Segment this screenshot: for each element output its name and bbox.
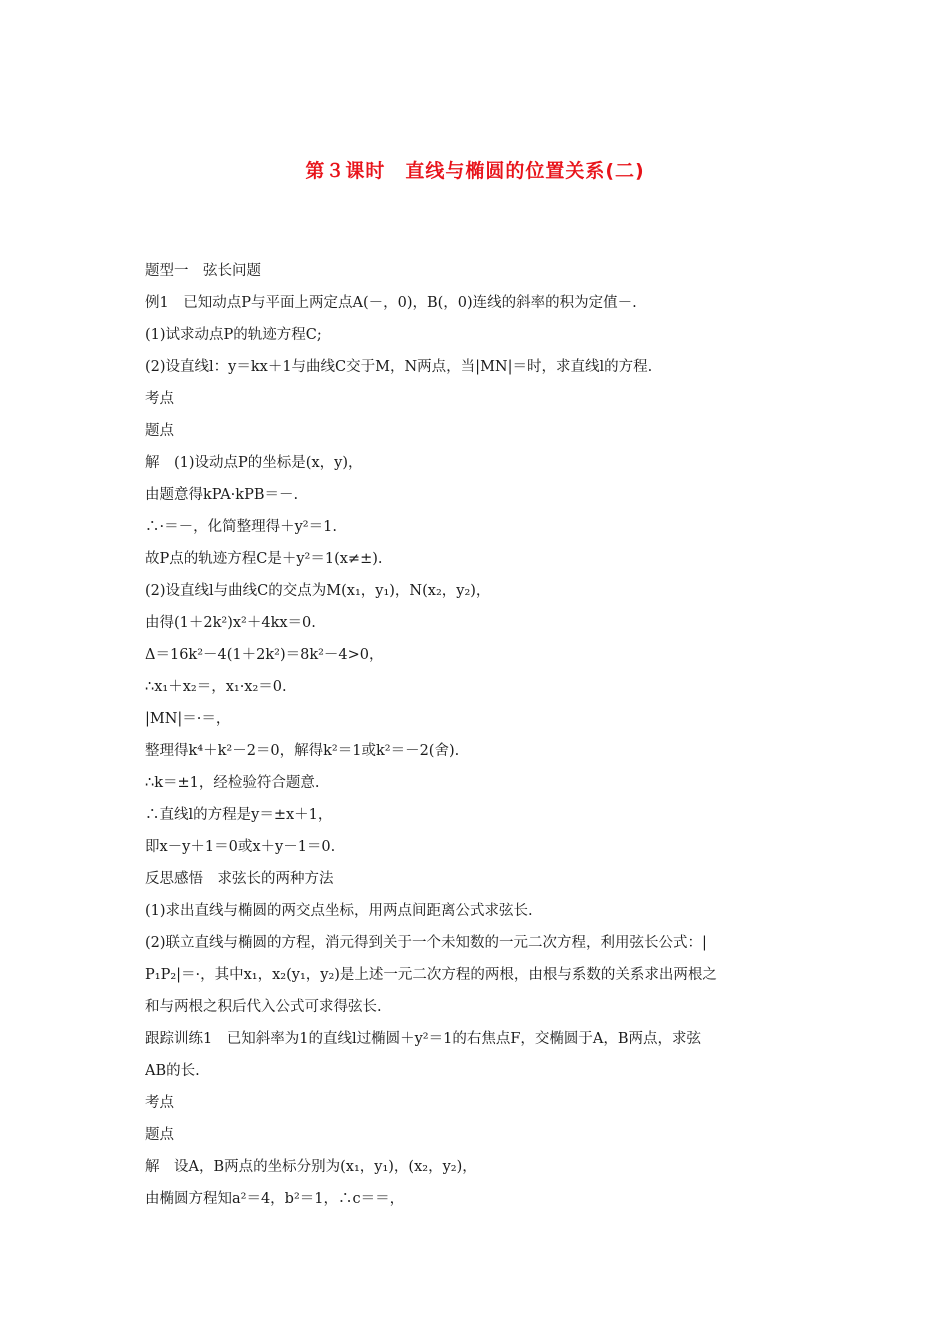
solution-line: Δ＝16k²－4(1＋2k²)＝8k²－4>0， [145, 647, 384, 663]
tidian-label: 题点 [145, 423, 174, 439]
practice-1-statement: AB的长. [145, 1063, 200, 1079]
section-heading: 题型一 弦长问题 [145, 263, 261, 279]
reflection-line: P₁P₂|＝·，其中x₁，x₂(y₁，y₂)是上述一元二次方程的两根，由根与系数的关系求出两根之 [145, 967, 717, 983]
reflection-heading: 反思感悟 求弦长的两种方法 [145, 871, 334, 887]
example-1-part-2: (2)设直线l：y＝kx＋1与曲线C交于M，N两点，当|MN|＝时，求直线l的方程. [145, 359, 653, 375]
solution-line: 整理得k⁴＋k²－2＝0，解得k²＝1或k²＝－2(舍). [145, 743, 460, 759]
reflection-line: (2)联立直线与椭圆的方程，消元得到关于一个未知数的一元二次方程，利用弦长公式：| [145, 935, 707, 951]
solution-line: ∴直线l的方程是y＝±x＋1， [145, 807, 333, 823]
reflection-line: (1)求出直线与椭圆的两交点坐标，用两点间距离公式求弦长. [145, 903, 533, 919]
solution-line: 即x－y＋1＝0或x＋y－1＝0. [145, 839, 336, 855]
solution-line: ∴·＝－，化简整理得＋y²＝1. [145, 519, 337, 535]
solution-line: |MN|＝·＝， [145, 711, 231, 727]
kaodian-label: 考点 [145, 391, 174, 407]
solution-line: ∴x₁＋x₂＝，x₁·x₂＝0. [145, 679, 287, 695]
solution-line: 解 设A，B两点的坐标分别为(x₁，y₁)，(x₂，y₂)， [145, 1159, 477, 1175]
solution-line: 由得(1＋2k²)x²＋4kx＝0. [145, 615, 316, 631]
reflection-line: 和与两根之积后代入公式可求得弦长. [145, 999, 382, 1015]
solution-line: ∴k＝±1，经检验符合题意. [145, 775, 320, 791]
solution-line: 由题意得kPA·kPB＝－. [145, 487, 299, 503]
solution-line: 故P点的轨迹方程C是＋y²＝1(x≠±). [145, 551, 383, 567]
kaodian-label: 考点 [145, 1095, 174, 1111]
example-1-part-1: (1)试求动点P的轨迹方程C; [145, 327, 322, 343]
solution-line: 由椭圆方程知a²＝4，b²＝1，∴c＝＝， [145, 1191, 405, 1207]
solution-line: 解 (1)设动点P的坐标是(x，y)， [145, 455, 363, 471]
page-title: 第３课时 直线与椭圆的位置关系(二) [305, 160, 645, 182]
tidian-label: 题点 [145, 1127, 174, 1143]
example-1-statement: 例1 已知动点P与平面上两定点A(－，0)，B(，0)连线的斜率的积为定值－. [145, 295, 637, 311]
practice-1-statement: 跟踪训练1 已知斜率为1的直线l过椭圆＋y²＝1的右焦点F，交椭圆于A，B两点，求弦 [145, 1031, 702, 1047]
solution-line: (2)设直线l与曲线C的交点为M(x₁，y₁)，N(x₂，y₂)， [145, 583, 491, 599]
document-body [145, 255, 810, 1215]
